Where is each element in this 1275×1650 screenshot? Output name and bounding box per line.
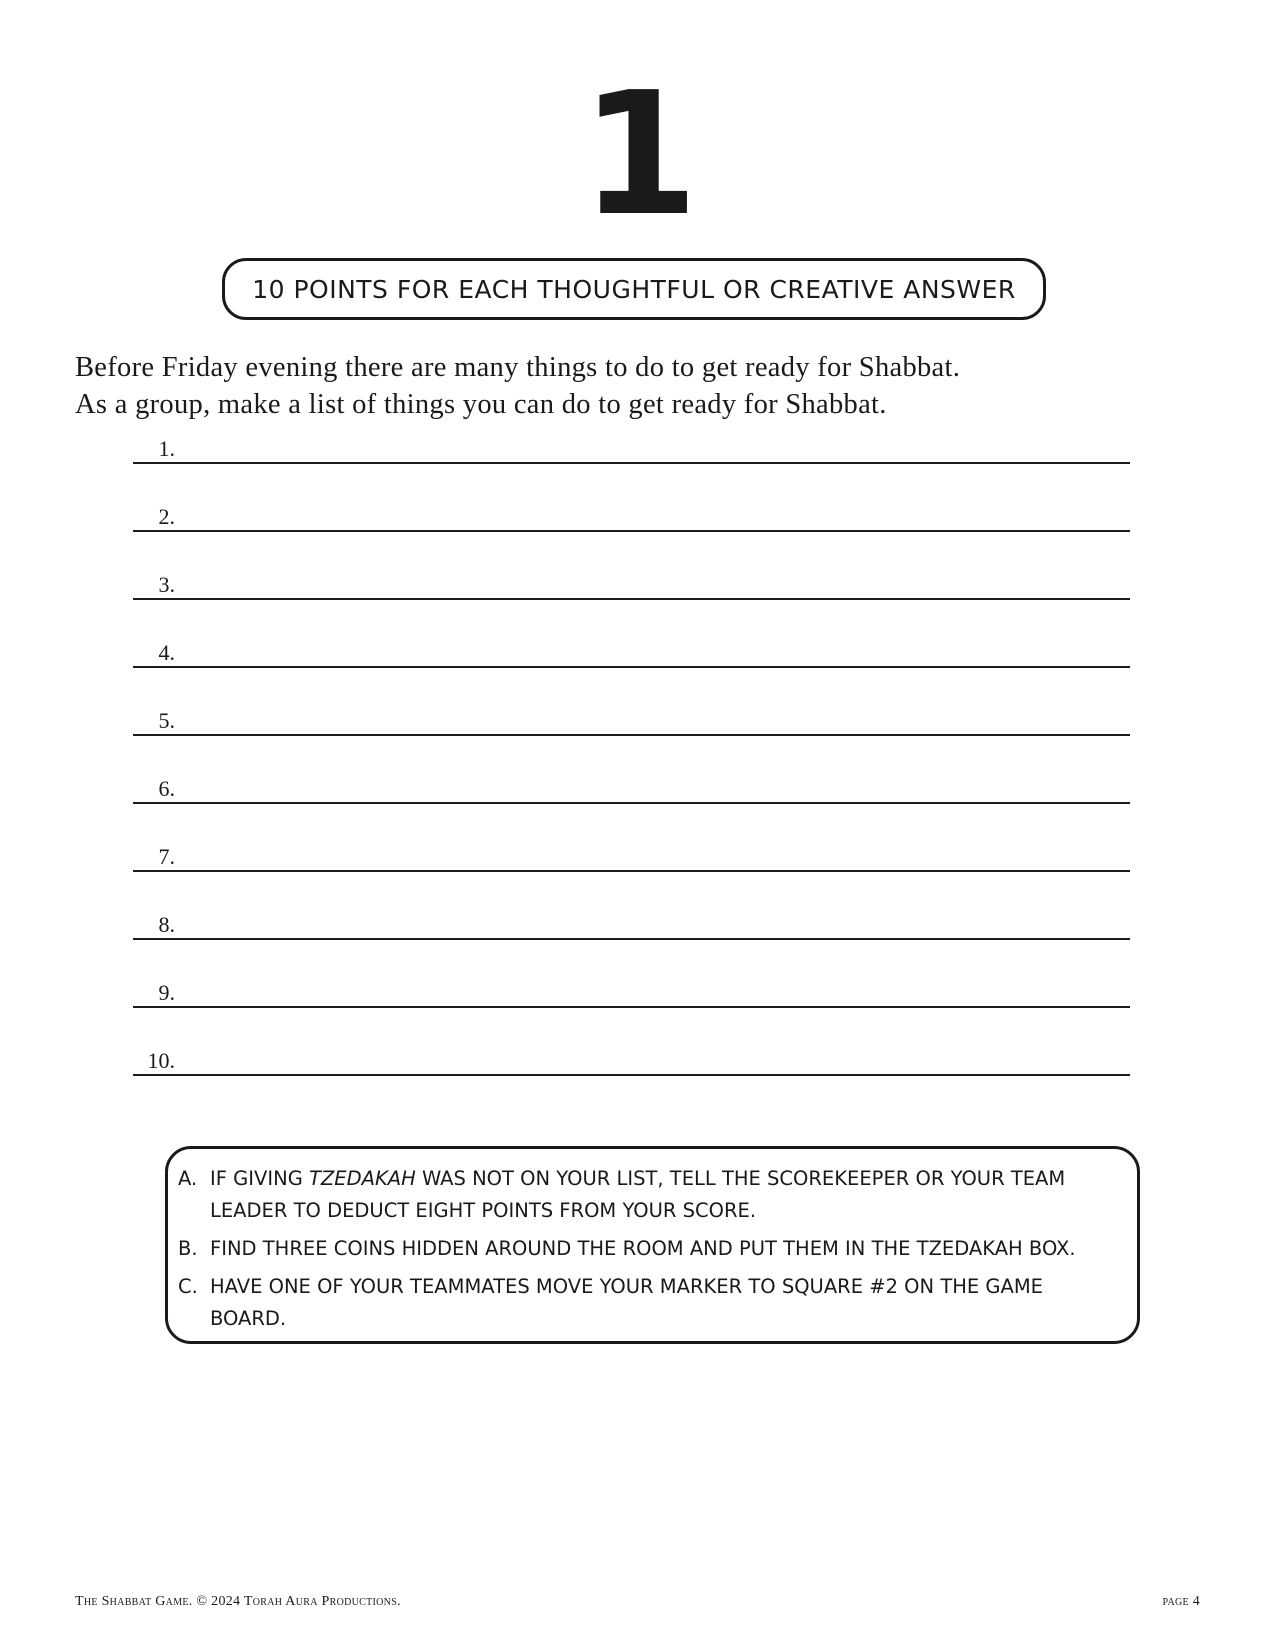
answer-number: 1. [158, 436, 175, 461]
option-a [178, 1163, 1123, 1227]
footer-copyright: The Shabbat Game. © 2024 Torah Aura Productions. [75, 1594, 401, 1609]
answer-line[interactable] [133, 598, 1130, 600]
answer-number: 4. [158, 640, 175, 665]
answer-row[interactable] [60, 832, 1130, 872]
instructions-line-2: As a group, make a list of things you can do to get ready for Shabbat. [75, 389, 887, 420]
answer-row[interactable] [60, 560, 1130, 600]
answer-line[interactable] [133, 802, 1130, 804]
option-letter: A. [178, 1167, 198, 1190]
answer-number: 5. [158, 708, 175, 733]
option-letter: B. [178, 1237, 198, 1260]
answer-line[interactable] [133, 938, 1130, 940]
footer-page-number: page 4 [1162, 1594, 1200, 1609]
answer-row[interactable] [60, 900, 1130, 940]
answer-number: 2. [158, 504, 175, 529]
answer-line[interactable] [133, 462, 1130, 464]
answer-number: 7. [158, 844, 175, 869]
answer-line[interactable] [133, 530, 1130, 532]
answer-row[interactable] [60, 968, 1130, 1008]
answer-number: 9. [158, 980, 175, 1005]
options-box [165, 1146, 1140, 1344]
option-b-text: FIND THREE COINS HIDDEN AROUND THE ROOM AND PUT THEM IN THE TZEDAKAH BOX. [210, 1237, 1076, 1260]
answer-line[interactable] [133, 1074, 1130, 1076]
answer-row[interactable] [60, 628, 1130, 668]
answer-number: 6. [158, 776, 175, 801]
answer-row[interactable] [60, 696, 1130, 736]
option-a-text-end: WAS NOT ON YOUR LIST, TELL THE SCOREKEEPER OR YOUR TEAM LEADER TO DEDUCT EIGHT POINTS FROM YOUR SCORE. [210, 1167, 1066, 1222]
option-b [178, 1233, 1123, 1265]
answer-line[interactable] [133, 870, 1130, 872]
option-letter: C. [178, 1275, 198, 1298]
instructions [75, 349, 1195, 423]
page-number-heading: 1 [580, 56, 695, 254]
points-banner-text: 10 POINTS FOR EACH THOUGHTFUL OR CREATIVE ANSWER [252, 274, 1016, 304]
answer-number: 3. [158, 572, 175, 597]
answer-row[interactable] [60, 764, 1130, 804]
answer-row[interactable] [60, 424, 1130, 464]
answer-number: 8. [158, 912, 175, 937]
option-a-emphasis: TZEDAKAH [309, 1167, 416, 1190]
answer-line[interactable] [133, 1006, 1130, 1008]
option-a-text-start: IF GIVING [210, 1167, 310, 1190]
answer-row[interactable] [60, 492, 1130, 532]
answer-number: 10. [147, 1048, 175, 1073]
answer-line[interactable] [133, 666, 1130, 668]
instructions-line-1: Before Friday evening there are many things to do to get ready for Shabbat. [75, 352, 961, 383]
answer-line[interactable] [133, 734, 1130, 736]
option-c-text: HAVE ONE OF YOUR TEAMMATES MOVE YOUR MARKER TO SQUARE #2 ON THE GAME BOARD. [210, 1275, 1044, 1330]
option-c [178, 1271, 1123, 1335]
points-banner [222, 258, 1046, 320]
answer-row[interactable] [60, 1036, 1130, 1076]
